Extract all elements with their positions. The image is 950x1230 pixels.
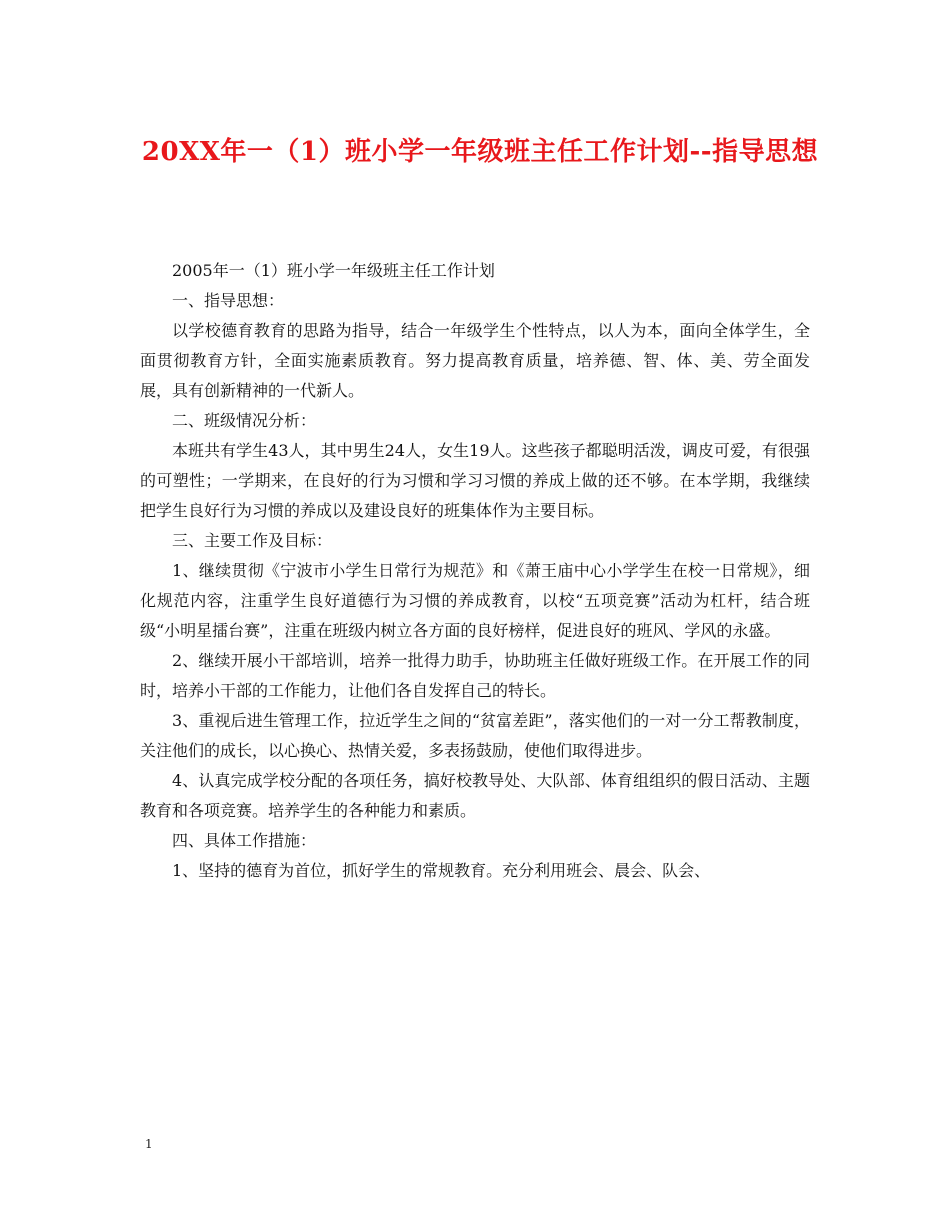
paragraph-section-main-goals: 三、主要工作及目标： xyxy=(172,531,333,550)
paragraph-section-class-analysis: 二、班级情况分析： xyxy=(172,411,317,430)
paragraph-class-analysis: 本班共有学生43人，其中男生24人，女生19人。这些孩子都聪明活泼，调皮可爱，有很强的可塑性；一学期来，在良好的行为习惯和学习习惯的养成上做的还不够。在本学期，我继续把学生良好行为习惯的养成以及建设良好的班集体作为主要目标。 xyxy=(140,441,810,520)
paragraph-plan-heading: 2005年一（1）班小学一年级班主任工作计划 xyxy=(172,261,495,280)
page-number: 1 xyxy=(145,1137,153,1151)
paragraph-goal-3: 3、重视后进生管理工作，拉近学生之间的“贫富差距”，落实他们的一对一分工帮教制度，关注他们的成长，以心换心、热情关爱，多表扬鼓励，使他们取得进步。 xyxy=(140,711,810,760)
document-body xyxy=(140,256,810,886)
document-title: 20XX年一（1）班小学一年级班主任工作计划--指导思想 xyxy=(141,137,819,167)
paragraph-goal-4: 4、认真完成学校分配的各项任务，搞好校教导处、大队部、体育组组织的假日活动、主题教育和各项竞赛。培养学生的各种能力和素质。 xyxy=(140,771,810,820)
paragraph-guiding-ideology: 以学校德育教育的思路为指导，结合一年级学生个性特点，以人为本，面向全体学生，全面贯彻教育方针，全面实施素质教育。努力提高教育质量，培养德、智、体、美、劳全面发展，具有创新精神的一代新人。 xyxy=(140,321,810,400)
paragraph-section-guiding-ideology: 一、指导思想： xyxy=(172,291,285,310)
paragraph-measure-1: 1、坚持的德育为首位，抓好学生的常规教育。充分利用班会、晨会、队会、 xyxy=(172,861,711,880)
paragraph-goal-1: 1、继续贯彻《宁波市小学生日常行为规范》和《萧王庙中心小学学生在校一日常规》，细化规范内容，注重学生良好道德行为习惯的养成教育，以校“五项竞赛”活动为杠杆，结合班级“小明星擂台赛”，注重在班级内树立各方面的良好榜样，促进良好的班风、学风的永盛。 xyxy=(140,561,810,640)
paragraph-section-measures: 四、具体工作措施： xyxy=(172,831,317,850)
paragraph-goal-2: 2、继续开展小干部培训，培养一批得力助手，协助班主任做好班级工作。在开展工作的同时，培养小干部的工作能力，让他们各自发挥自己的特长。 xyxy=(140,651,810,700)
